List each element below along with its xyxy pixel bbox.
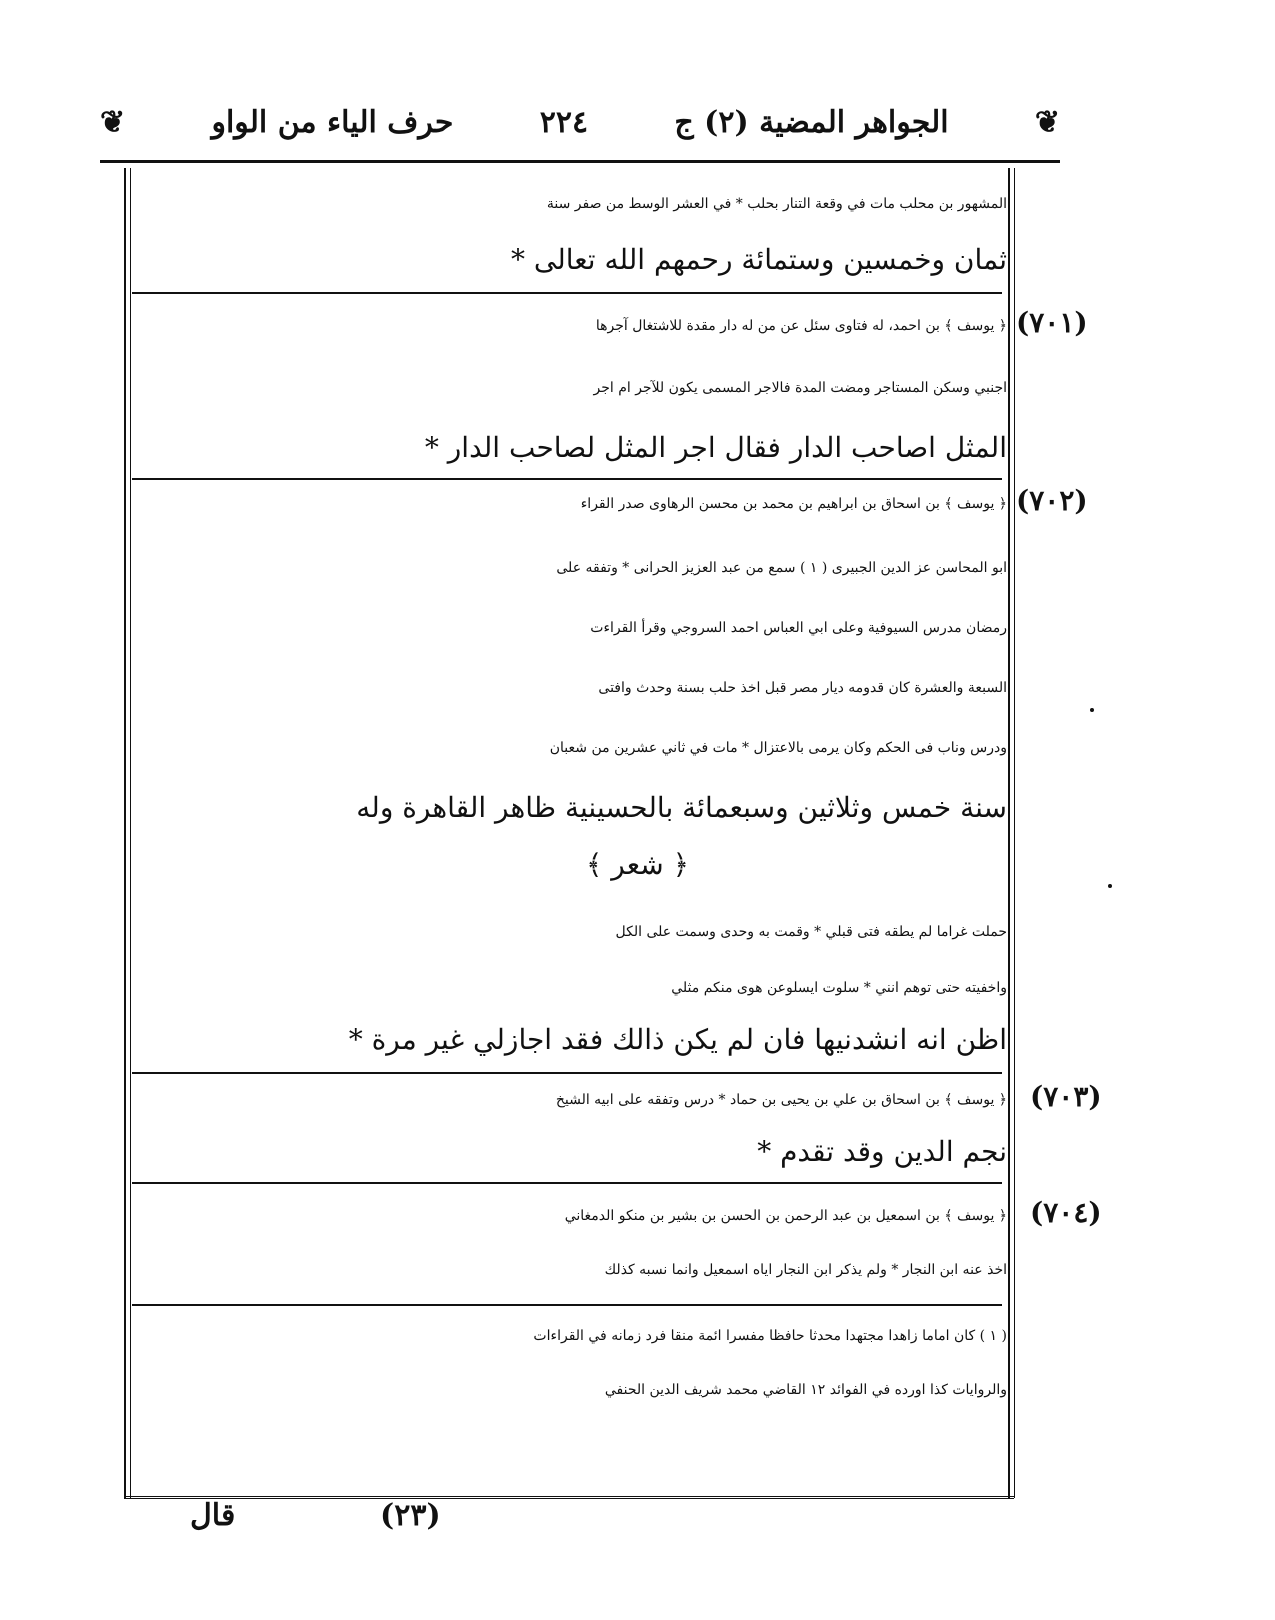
text-line: السبعة والعشرة كان قدومه ديار مصر قبل اخذ حلب بسنة وحدث وافتى [598,680,1007,696]
frame-line-bottom [124,1496,1014,1499]
text-line: رمضان مدرس السيوفية وعلى ابي العباس احمد السروجي وقرأ القراءت [590,620,1007,636]
frame-line-left [124,168,126,1498]
text-line: المشهور بن محلب مات في وقعة التنار بحلب * في العشر الوسط من صفر سنة [546,196,1007,212]
text-line: ودرس وناب فى الحكم وكان يرمى بالاعتزال * مات في ثاني عشرين من شعبان [549,740,1007,756]
frame-line-left-inner [130,168,131,1498]
text-line: اخذ عنه ابن النجار * ولم يذكر ابن النجار اياه اسمعيل وانما نسبه كذلك [604,1262,1007,1278]
entry-number: (٧٠٣) [1030,1080,1102,1113]
header-title-right: الجواهر المضية (٢) ج [674,104,949,140]
entry-separator [132,1072,1002,1074]
scan-speck [1090,708,1094,712]
header-page-number: ٢٢٤ [539,104,589,140]
entry-number: (٧٠٢) [1016,484,1088,517]
poem-heading: ﴿ شعر ﴾ [585,848,690,881]
page-number: (٢٣) [380,1498,441,1533]
entry-number: (٧٠١) [1016,306,1088,339]
poem-line: واخفيته حتى توهم انني * سلوت ايسلوعن هوى منكم مثلي [671,980,1007,996]
text-line: ابو المحاسن عز الدين الجبيرى ( ١ ) سمع من عبد العزيز الحرانى * وتفقه على [556,560,1007,576]
poem-line: اظن انه انشدنيها فان لم يكن ذالك فقد اجازلي غير مرة * [348,1023,1007,1056]
header-title-left: حرف الياء من الواو [211,104,454,140]
footnote-separator [132,1304,1002,1306]
header-ornament-right: ❦ [1034,104,1060,140]
text-line: ﴿ يوسف ﴾ بن اسحاق بن علي بن يحيى بن حماد * درس وتفقه على ابيه الشيخ [555,1092,1007,1108]
text-line: نجم الدين وقد تقدم * [757,1135,1007,1168]
entry-separator [132,1182,1002,1184]
text-line: ﴿ يوسف ﴾ بن احمد، له فتاوى سئل عن من له دار مقدة للاشتغال آجرها [595,318,1007,334]
entry-separator [132,292,1002,294]
poem-line: حملت غراما لم يطقه فتى قبلي * وقمت به وحدى وسمت على الكل [615,924,1007,940]
running-header [100,92,1060,152]
scan-speck [1108,884,1112,888]
frame-line-right-inner [1014,168,1015,1498]
entry-number: (٧٠٤) [1030,1196,1102,1229]
frame-line-right [1008,168,1010,1498]
text-line: ثمان وخمسين وستمائة رحمهم الله تعالى * [510,243,1007,276]
text-line: اجنبي وسكن المستاجر ومضت المدة فالاجر المسمى يكون للآجر ام اجر [593,380,1007,396]
text-line: المثل اصاحب الدار فقال اجر المثل لصاحب الدار * [424,431,1007,464]
header-rule [100,160,1060,163]
header-ornament-left: ❦ [100,104,126,140]
catchword: قال [190,1498,236,1533]
footnote-line: ( ١ ) كان اماما زاهدا مجتهدا محدثا حافظا مفسرا ائمة منقا فرد زمانه في القراءات [533,1328,1007,1344]
footnote-line: والروايات كذا اورده في الفوائد ١٢ القاضي محمد شريف الدين الحنفي [604,1382,1007,1398]
text-line: سنة خمس وثلاثين وسبعمائة بالحسينية ظاهر القاهرة وله [356,791,1007,824]
text-line: ﴿ يوسف ﴾ بن اسحاق بن ابراهيم بن محمد بن محسن الرهاوى صدر القراء [580,496,1007,512]
text-line: ﴿ يوسف ﴾ بن اسمعيل بن عبد الرحمن بن الحسن بن بشير بن منكو الدمغاني [564,1208,1007,1224]
entry-separator [132,478,1002,480]
